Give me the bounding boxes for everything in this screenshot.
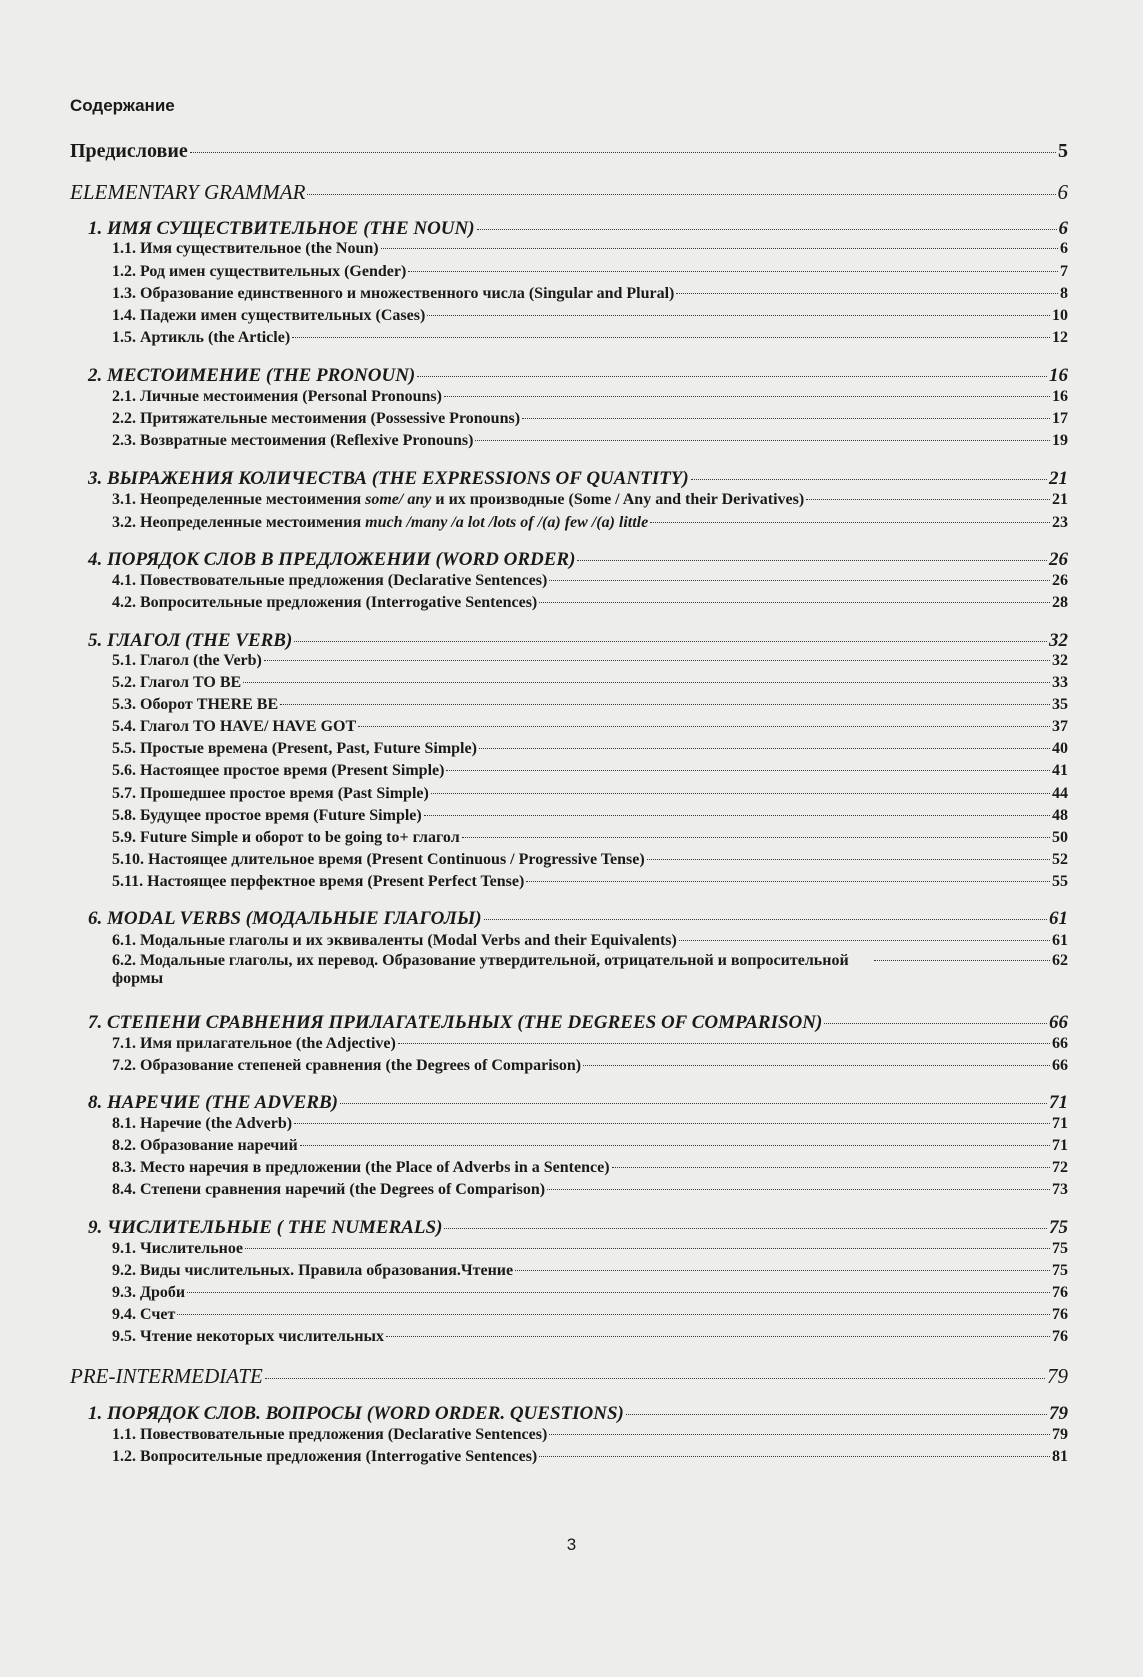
toc-entry-title: 3. ВЫРАЖЕНИЯ КОЛИЧЕСТВА (THE EXPRESSIONS OF QUANTITY) <box>88 468 689 489</box>
dot-leader <box>294 1123 1050 1124</box>
dot-leader <box>676 293 1058 294</box>
dot-leader <box>475 440 1050 441</box>
toc-entry-title: 9.1. Числительное <box>112 1240 243 1257</box>
toc-subsection-entry[interactable] <box>112 432 1068 450</box>
toc-entry-title: ELEMENTARY GRAMMAR <box>70 180 306 204</box>
toc-entry-title: 8.2. Образование наречий <box>112 1137 298 1154</box>
dot-leader <box>340 1103 1047 1104</box>
toc-section-entry[interactable] <box>88 630 1068 652</box>
toc-entry-title: 5.7. Прошедшее простое время (Past Simple) <box>112 785 429 802</box>
toc-subsection-entry[interactable] <box>112 696 1068 714</box>
toc-entry-page: 23 <box>1052 514 1068 531</box>
dot-leader <box>190 152 1056 153</box>
toc-subsection-entry[interactable] <box>112 263 1068 281</box>
toc-entry-page: 10 <box>1052 307 1068 324</box>
toc-entry-title: 6.1. Модальные глаголы и их эквиваленты (Modal Verbs and their Equivalents) <box>112 932 677 949</box>
toc-entry-title: Предисловие <box>70 140 188 162</box>
toc-subsection-entry[interactable] <box>112 491 1068 509</box>
toc-subsection-entry[interactable] <box>112 807 1068 825</box>
toc-subsection-entry[interactable] <box>112 1181 1068 1199</box>
toc-subsection-entry[interactable] <box>112 785 1068 803</box>
dot-leader <box>427 315 1050 316</box>
toc-entry-page: 44 <box>1052 785 1068 802</box>
toc-section-entry[interactable] <box>88 908 1068 930</box>
toc-subsection-entry[interactable] <box>112 1115 1068 1133</box>
dot-leader <box>515 1270 1050 1271</box>
toc-heading: Содержание <box>70 96 175 115</box>
toc-entry-page: 75 <box>1052 1240 1068 1257</box>
dot-leader <box>522 418 1050 419</box>
toc-entry-title: 5.4. Глагол TO HAVE/ HAVE GOT <box>112 718 357 735</box>
toc-subsection-entry[interactable] <box>112 1057 1068 1075</box>
dot-leader <box>874 960 1050 961</box>
toc-entry-title: 1.3. Образование единственного и множественного числа (Singular and Plural) <box>112 285 675 302</box>
dot-leader <box>280 704 1050 705</box>
toc-entry-page: 21 <box>1052 491 1068 508</box>
toc-entry-page: 6 <box>1058 218 1068 239</box>
dot-leader <box>381 248 1058 249</box>
toc-subsection-entry[interactable] <box>112 594 1068 612</box>
toc-entry-page: 71 <box>1049 1092 1068 1113</box>
toc-entry-title: 5.10. Настоящее длительное время (Present Continuous / Progressive Tense) <box>112 851 645 868</box>
dot-leader <box>577 560 1047 561</box>
toc-subsection-entry[interactable] <box>112 285 1068 303</box>
toc-entry-page: 26 <box>1049 549 1068 570</box>
page-number: 3 <box>566 1535 577 1554</box>
toc-entry-title: 5. ГЛАГОЛ (THE VERB) <box>88 630 293 651</box>
toc-entry-page: 26 <box>1052 572 1068 589</box>
toc-entry-page: 35 <box>1052 696 1068 713</box>
toc-entry-page: 40 <box>1052 740 1068 757</box>
toc-section-entry[interactable] <box>70 180 1068 205</box>
toc-subsection-entry[interactable] <box>112 1159 1068 1177</box>
toc-entry-page: 8 <box>1060 285 1068 302</box>
toc-entry-title: 6.2. Модальные глаголы, их перевод. Образование утвердительной, отрицательной и вопросительной формы <box>112 952 849 987</box>
toc-entry-page: 61 <box>1049 908 1068 929</box>
toc-subsection-entry[interactable] <box>112 873 1068 891</box>
toc-entry-title: 3.1. Неопределенные местоимения some/ any и их производные (Some / Any and their Derivatives) <box>112 491 805 508</box>
dot-leader <box>650 522 1050 523</box>
toc-entry-title: 9.5. Чтение некоторых числительных <box>112 1328 385 1345</box>
toc-entry-title: 7.2. Образование степеней сравнения (the Degrees of Comparison) <box>112 1057 582 1074</box>
toc-entry-title: 4.1. Повествовательные предложения (Declarative Sentences) <box>112 572 548 589</box>
dot-leader <box>539 1456 1050 1457</box>
dot-leader <box>446 770 1050 771</box>
dot-leader <box>177 1314 1050 1315</box>
toc-entry-page: 72 <box>1052 1159 1068 1176</box>
toc-entry-page: 32 <box>1049 630 1068 651</box>
dot-leader <box>806 499 1050 500</box>
toc-entry-page: 81 <box>1052 1448 1068 1465</box>
toc-entry-page: 6 <box>1057 180 1068 204</box>
dot-leader <box>479 748 1050 749</box>
toc-entry-page: 33 <box>1052 674 1068 691</box>
toc-entry-title: 1.4. Падежи имен существительных (Cases) <box>112 307 426 324</box>
toc-subsection-entry[interactable] <box>112 1137 1068 1155</box>
toc-entry-page: 37 <box>1052 718 1068 735</box>
dot-leader <box>265 1378 1045 1379</box>
toc-section-entry[interactable] <box>88 1403 1068 1425</box>
toc-entry-title: 7.1. Имя прилагательное (the Adjective) <box>112 1035 396 1052</box>
toc-subsection-entry[interactable] <box>112 829 1068 847</box>
toc-entry-title: 2.1. Личные местоимения (Personal Pronouns) <box>112 388 442 405</box>
dot-leader <box>245 1248 1050 1249</box>
dot-leader <box>292 337 1050 338</box>
dot-leader <box>549 1434 1050 1435</box>
toc-entry-title: 3.2. Неопределенные местоимения much /many /a lot /lots of /(a) few /(a) little <box>112 514 649 531</box>
toc-subsection-entry[interactable] <box>112 1328 1068 1346</box>
dot-leader <box>444 396 1050 397</box>
toc-subsection-entry[interactable] <box>112 1035 1068 1053</box>
dot-leader <box>462 837 1050 838</box>
toc-entry-page: 66 <box>1052 1057 1068 1074</box>
toc-subsection-entry[interactable] <box>112 1284 1068 1302</box>
toc-subsection-entry[interactable] <box>112 652 1068 670</box>
toc-entry-page: 79 <box>1052 1426 1068 1443</box>
toc-entry-title: 5.11. Настоящее перфектное время (Present Perfect Tense) <box>112 873 525 890</box>
toc-section-entry[interactable] <box>88 1092 1068 1114</box>
toc-entry-page: 41 <box>1052 762 1068 779</box>
toc-section-entry[interactable] <box>88 549 1068 571</box>
toc-entry-page: 76 <box>1052 1328 1068 1345</box>
toc-entry-title: 1.1. Повествовательные предложения (Declarative Sentences) <box>112 1426 548 1443</box>
toc-subsection-entry[interactable] <box>112 674 1068 692</box>
toc-entry-page: 48 <box>1052 807 1068 824</box>
toc-entry-page: 66 <box>1052 1035 1068 1052</box>
toc-subsection-entry[interactable] <box>112 718 1068 736</box>
toc-entry-title: 4.2. Вопросительные предложения (Interrogative Sentences) <box>112 594 538 611</box>
toc-entry-page: 76 <box>1052 1284 1068 1301</box>
toc-section-entry[interactable] <box>88 1217 1068 1239</box>
dot-leader <box>243 682 1050 683</box>
toc-subsection-entry[interactable] <box>112 932 1068 950</box>
toc-entry-title: 5.6. Настоящее простое время (Present Simple) <box>112 762 445 779</box>
toc-entry-page: 7 <box>1060 263 1068 280</box>
dot-leader <box>612 1167 1050 1168</box>
toc-section-entry[interactable] <box>88 468 1068 490</box>
dot-leader <box>444 1228 1047 1229</box>
toc-subsection-entry[interactable] <box>112 329 1068 347</box>
dot-leader <box>583 1065 1050 1066</box>
dot-leader <box>679 940 1050 941</box>
toc-section-entry[interactable] <box>88 365 1068 387</box>
toc-subsection-entry[interactable] <box>112 1306 1068 1324</box>
toc-entry-page: 32 <box>1052 652 1068 669</box>
toc-entry-page: 21 <box>1049 468 1068 489</box>
toc-subsection-entry[interactable] <box>112 740 1068 758</box>
dot-leader <box>484 919 1047 920</box>
toc-section-entry[interactable] <box>88 218 1068 240</box>
toc-entry-title: PRE-INTERMEDIATE <box>70 1364 263 1388</box>
toc-entry-page: 17 <box>1052 410 1068 427</box>
toc-section-entry[interactable] <box>88 1012 1068 1034</box>
dot-leader <box>477 229 1057 230</box>
toc-entry-title: 1. ПОРЯДОК СЛОВ. ВОПРОСЫ (WORD ORDER. QUESTIONS) <box>88 1403 624 1424</box>
toc-subsection-entry[interactable] <box>112 851 1068 869</box>
toc-subsection-entry[interactable] <box>112 952 1068 988</box>
toc-subsection-entry[interactable] <box>112 240 1068 258</box>
toc-entry-title: 7. СТЕПЕНИ СРАВНЕНИЯ ПРИЛАГАТЕЛЬНЫХ (THE DEGREES OF COMPARISON) <box>88 1012 823 1033</box>
toc-section-entry[interactable] <box>70 1364 1068 1389</box>
toc-entry-page: 52 <box>1052 851 1068 868</box>
toc-entry-page: 12 <box>1052 329 1068 346</box>
dot-leader <box>408 271 1058 272</box>
toc-entry-title: 9.2. Виды числительных. Правила образования.Чтение <box>112 1262 514 1279</box>
toc-entry-title: 2.2. Притяжательные местоимения (Possessive Pronouns) <box>112 410 521 427</box>
toc-entry-title: 5.1. Глагол (the Verb) <box>112 652 262 669</box>
toc-entry-title: 1.1. Имя существительное (the Noun) <box>112 240 379 257</box>
toc-entry-page: 28 <box>1052 594 1068 611</box>
dot-leader <box>526 881 1050 882</box>
toc-entry-title: 8. НАРЕЧИЕ (THE ADVERB) <box>88 1092 338 1113</box>
dot-leader <box>417 376 1047 377</box>
toc-entry-page: 79 <box>1049 1403 1068 1424</box>
dot-leader <box>547 1189 1050 1190</box>
toc-entry-title: 8.4. Степени сравнения наречий (the Degrees of Comparison) <box>112 1181 546 1198</box>
toc-entry-page: 16 <box>1049 365 1068 386</box>
dot-leader <box>824 1023 1047 1024</box>
toc-entry-title: 5.2. Глагол TO BE <box>112 674 242 691</box>
toc-entry-title: 8.3. Место наречия в предложении (the Place of Adverbs in a Sentence) <box>112 1159 610 1176</box>
toc-entry-title: 9. ЧИСЛИТЕЛЬНЫЕ ( THE NUMERALS) <box>88 1217 443 1238</box>
toc-entry-title: 2. МЕСТОИМЕНИЕ (THE PRONOUN) <box>88 365 416 386</box>
toc-entry-title: 2.3. Возвратные местоимения (Reflexive Pronouns) <box>112 432 474 449</box>
toc-subsection-entry[interactable] <box>112 410 1068 428</box>
toc-entry-page: 76 <box>1052 1306 1068 1323</box>
toc-entry-page: 62 <box>1052 952 1068 969</box>
toc-entry-page: 75 <box>1052 1262 1068 1279</box>
toc-subsection-entry[interactable] <box>112 572 1068 590</box>
toc-entry-title: 1.2. Род имен существительных (Gender) <box>112 263 407 280</box>
toc-entry-title: 5.5. Простые времена (Present, Past, Future Simple) <box>112 740 477 757</box>
toc-subsection-entry[interactable] <box>112 307 1068 325</box>
toc-subsection-entry[interactable] <box>112 1262 1068 1280</box>
toc-entry-page: 66 <box>1049 1012 1068 1033</box>
dot-leader <box>626 1414 1047 1415</box>
dot-leader <box>424 815 1050 816</box>
toc-entry-title: 5.3. Оборот THERE BE <box>112 696 279 713</box>
toc-subsection-entry[interactable] <box>112 388 1068 406</box>
toc-subsection-entry[interactable] <box>112 514 1068 532</box>
toc-entry-page: 79 <box>1047 1364 1068 1388</box>
toc-entry-page: 71 <box>1052 1137 1068 1154</box>
toc-subsection-entry[interactable] <box>112 1448 1068 1466</box>
dot-leader <box>358 726 1050 727</box>
toc-entry-title: 5.8. Будущее простое время (Future Simple) <box>112 807 422 824</box>
dot-leader <box>307 194 1055 195</box>
toc-entry-page: 61 <box>1052 932 1068 949</box>
dot-leader <box>647 859 1050 860</box>
toc-entry-title: 9.4. Счет <box>112 1306 176 1323</box>
toc-entry-title: 1. ИМЯ СУЩЕСТВИТЕЛЬНОЕ (THE NOUN) <box>88 218 475 239</box>
toc-entry-title: 5.9. Future Simple и оборот to be going to+ глагол <box>112 829 460 846</box>
toc-entry-title: 9.3. Дроби <box>112 1284 186 1301</box>
dot-leader <box>398 1043 1050 1044</box>
dot-leader <box>539 602 1050 603</box>
dot-leader <box>549 580 1050 581</box>
toc-entry-page: 6 <box>1060 240 1068 257</box>
toc-entry-page: 71 <box>1052 1115 1068 1132</box>
toc-subsection-entry[interactable] <box>112 762 1068 780</box>
toc-entry-page: 55 <box>1052 873 1068 890</box>
toc-entry-page: 16 <box>1052 388 1068 405</box>
toc-entry-title: 1.2. Вопросительные предложения (Interrogative Sentences) <box>112 1448 538 1465</box>
toc-entry-page: 73 <box>1052 1181 1068 1198</box>
dot-leader <box>187 1292 1050 1293</box>
toc-entry-title: 6. MODAL VERBS (МОДАЛЬНЫЕ ГЛАГОЛЫ) <box>88 908 482 929</box>
toc-entry-title: 4. ПОРЯДОК СЛОВ В ПРЕДЛОЖЕНИИ (WORD ORDER) <box>88 549 576 570</box>
dot-leader <box>294 641 1047 642</box>
toc-entry-page: 5 <box>1058 140 1068 162</box>
dot-leader <box>264 660 1050 661</box>
dot-leader <box>386 1336 1050 1337</box>
toc-entry-page: 75 <box>1049 1217 1068 1238</box>
dot-leader <box>300 1145 1050 1146</box>
toc-entry-page: 19 <box>1052 432 1068 449</box>
toc-entry-title: 1.5. Артикль (the Article) <box>112 329 291 346</box>
toc-entry-page: 50 <box>1052 829 1068 846</box>
toc-section-entry[interactable] <box>70 140 1068 163</box>
dot-leader <box>691 479 1047 480</box>
toc-entry-title: 8.1. Наречие (the Adverb) <box>112 1115 293 1132</box>
dot-leader <box>431 793 1050 794</box>
toc-subsection-entry[interactable] <box>112 1426 1068 1444</box>
toc-subsection-entry[interactable] <box>112 1240 1068 1258</box>
